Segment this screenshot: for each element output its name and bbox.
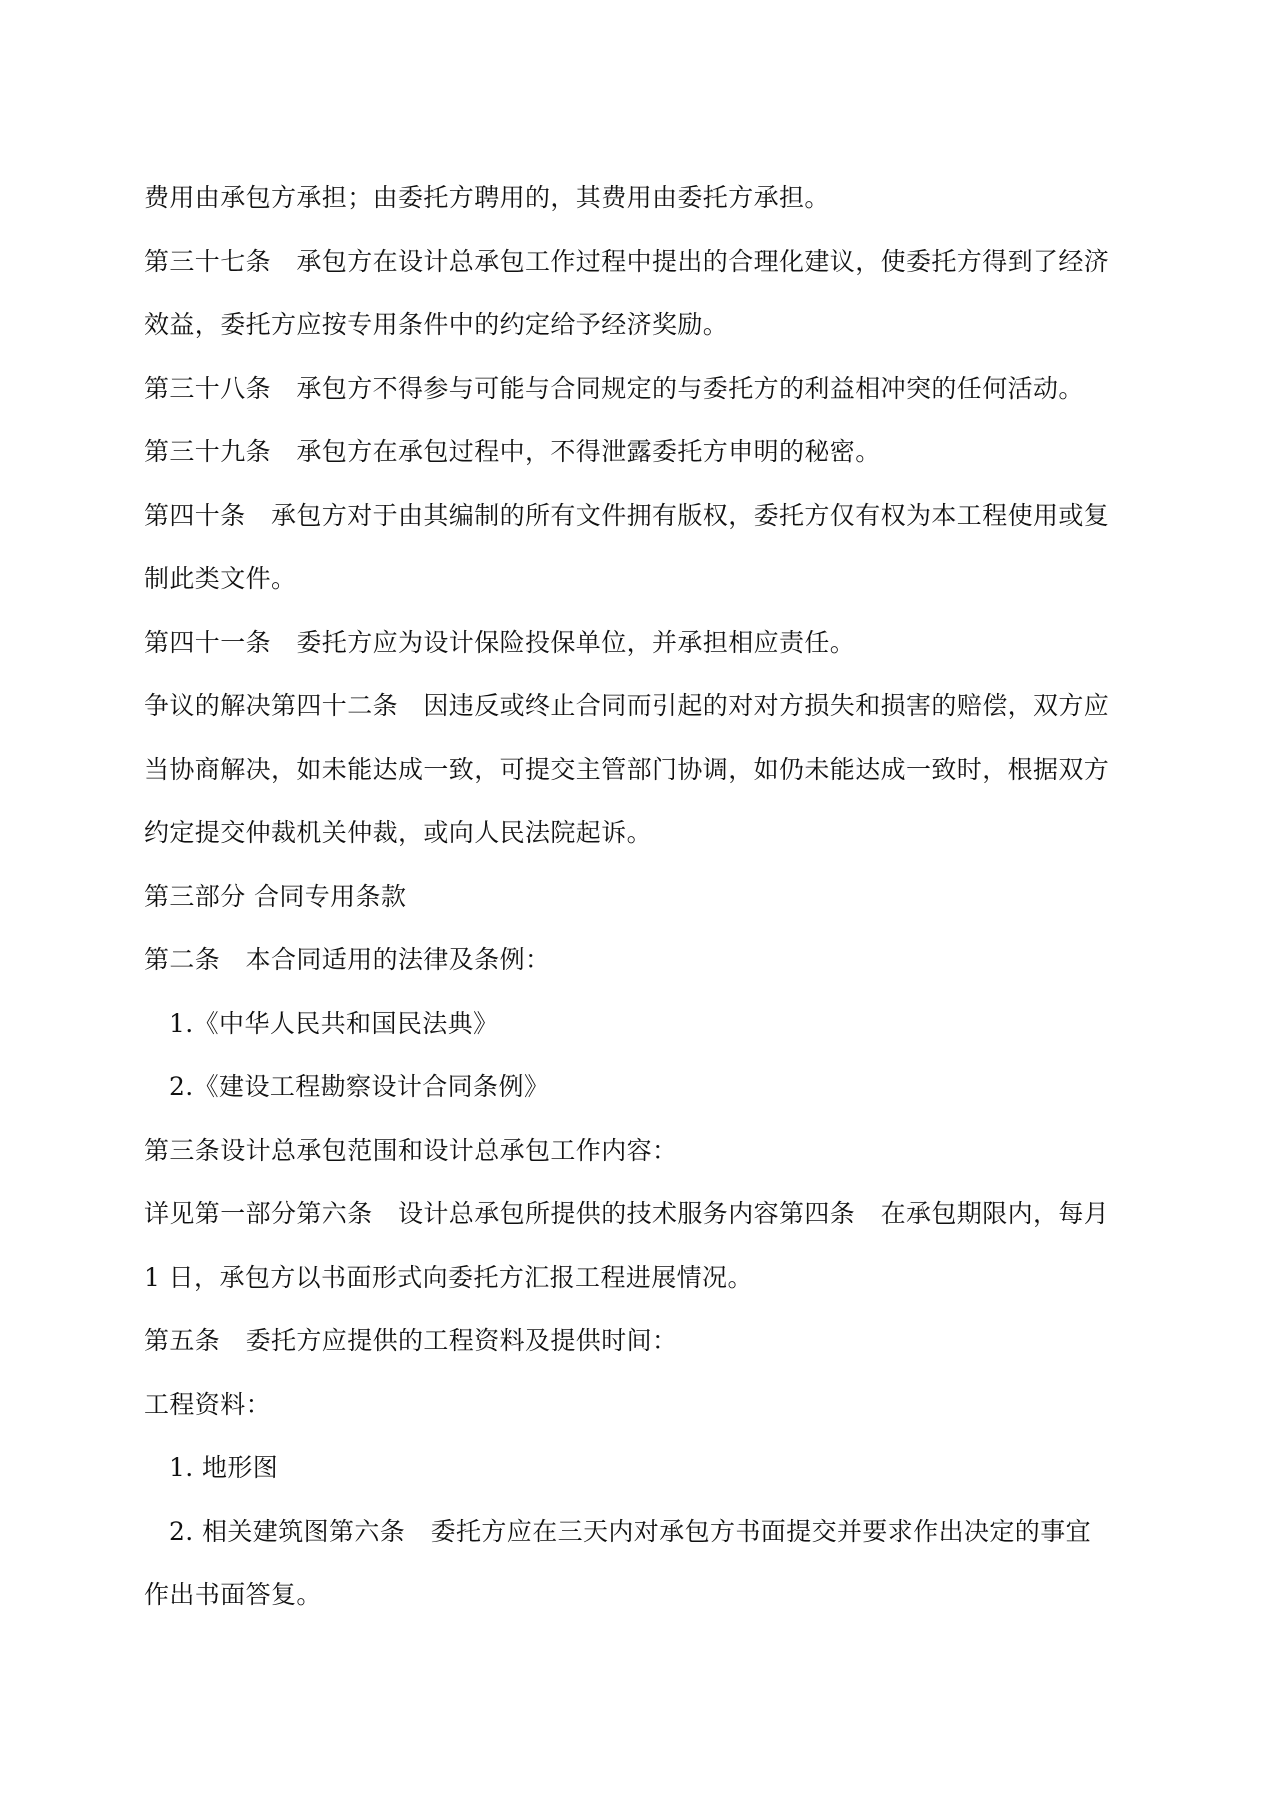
list-item: 1.《中华人民共和国民法典》	[169, 1008, 499, 1038]
text-line: 效益，委托方应按专用条件中的约定给予经济奖励。	[144, 310, 729, 339]
text-line: 作出书面答复。	[144, 1580, 322, 1609]
text-line: 第四十条 承包方对于由其编制的所有文件拥有版权，委托方仅有权为本工程使用或复	[144, 500, 1110, 530]
text-line: 当协商解决，如未能达成一致，可提交主管部门协调，如仍未能达成一致时，根据双方	[144, 754, 1110, 784]
section-heading: 第三部分 合同专用条款	[144, 881, 407, 911]
text-line: 1 日，承包方以书面形式向委托方汇报工程进展情况。	[144, 1262, 753, 1292]
document-body	[144, 166, 1144, 1627]
list-item: 1. 地形图	[169, 1453, 279, 1482]
text-line: 第三十九条 承包方在承包过程中，不得泄露委托方申明的秘密。	[144, 437, 881, 466]
text-line: 争议的解决第四十二条 因违反或终止合同而引起的对对方损失和损害的赔偿，双方应	[144, 691, 1110, 720]
list-item: 2.《建设工程勘察设计合同条例》	[169, 1072, 550, 1101]
list-item: 2. 相关建筑图第六条 委托方应在三天内对承包方书面提交并要求作出决定的事宜	[169, 1516, 1092, 1546]
text-line: 第五条 委托方应提供的工程资料及提供时间：	[144, 1326, 678, 1355]
text-line: 约定提交仲裁机关仲裁，或向人民法院起诉。	[144, 818, 653, 847]
text-line: 费用由承包方承担；由委托方聘用的，其费用由委托方承担。	[144, 183, 830, 212]
text-line: 工程资料：	[144, 1389, 272, 1419]
text-line: 制此类文件。	[144, 564, 297, 593]
text-line: 第三十八条 承包方不得参与可能与合同规定的与委托方的利益相冲突的任何活动。	[144, 373, 1084, 403]
text-line: 详见第一部分第六条 设计总承包所提供的技术服务内容第四条 在承包期限内，每月	[144, 1199, 1110, 1228]
text-line: 第四十一条 委托方应为设计保险投保单位，并承担相应责任。	[144, 627, 856, 657]
text-line: 第三十七条 承包方在设计总承包工作过程中提出的合理化建议，使委托方得到了经济	[144, 246, 1110, 276]
text-line: 第三条设计总承包范围和设计总承包工作内容：	[144, 1135, 678, 1165]
text-line: 第二条 本合同适用的法律及条例：	[144, 945, 551, 974]
